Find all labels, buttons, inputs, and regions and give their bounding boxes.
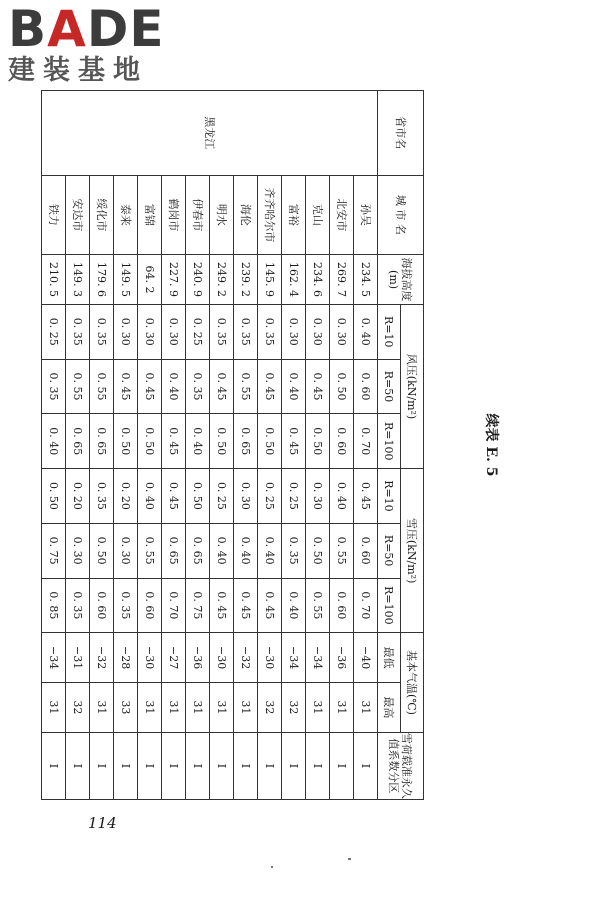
header-temp-min: 最低	[378, 633, 401, 683]
altitude-cell: 234. 6	[306, 255, 330, 305]
snow-zone-cell: Ⅰ	[42, 732, 66, 799]
wind-r10-cell: 0. 35	[234, 304, 258, 359]
altitude-cell: 269. 7	[330, 255, 354, 305]
temp-max-cell: 31	[210, 682, 234, 732]
snow-r50-cell: 0. 65	[186, 523, 210, 578]
temp-min-cell: −34	[282, 633, 306, 683]
snow-r50-cell: 0. 50	[90, 523, 114, 578]
snow-r100-cell: 0. 70	[354, 578, 378, 633]
header-wind-pressure: 风压(kN/m²)	[401, 304, 424, 468]
snow-zone-cell: Ⅰ	[162, 732, 186, 799]
snow-r50-cell: 0. 30	[114, 523, 138, 578]
temp-max-cell: 32	[282, 682, 306, 732]
altitude-cell: 64. 2	[138, 255, 162, 305]
header-snow-r50: R=50	[378, 523, 401, 578]
table-row	[234, 91, 258, 800]
altitude-cell: 149. 3	[66, 255, 90, 305]
snow-r10-cell: 0. 50	[186, 469, 210, 524]
snow-zone-cell: Ⅰ	[66, 732, 90, 799]
snow-zone-cell: Ⅰ	[210, 732, 234, 799]
wind-r50-cell: 0. 35	[42, 359, 66, 414]
snow-r100-cell: 0. 35	[66, 578, 90, 633]
temp-min-cell: −31	[66, 633, 90, 683]
city-cell: 孙吴	[354, 175, 378, 255]
snow-r100-cell: 0. 60	[90, 578, 114, 633]
wind-r100-cell: 0. 45	[282, 414, 306, 469]
temp-max-cell: 32	[66, 682, 90, 732]
wind-r10-cell: 0. 35	[66, 304, 90, 359]
temp-max-cell: 33	[114, 682, 138, 732]
snow-r50-cell: 0. 60	[354, 523, 378, 578]
snow-r50-cell: 0. 40	[234, 523, 258, 578]
wind-r100-cell: 0. 65	[90, 414, 114, 469]
header-temp-max: 最高	[378, 682, 401, 732]
snow-zone-cell: Ⅰ	[330, 732, 354, 799]
city-cell: 齐齐哈尔市	[258, 175, 282, 255]
snow-r50-cell: 0. 40	[210, 523, 234, 578]
snow-zone-cell: Ⅰ	[234, 732, 258, 799]
header-wind-r100: R=100	[378, 414, 401, 469]
city-cell: 明水	[210, 175, 234, 255]
wind-r50-cell: 0. 35	[186, 359, 210, 414]
temp-max-cell: 31	[186, 682, 210, 732]
table-row	[354, 91, 378, 800]
snow-r10-cell: 0. 30	[306, 469, 330, 524]
temp-min-cell: −27	[162, 633, 186, 683]
snow-r50-cell: 0. 65	[162, 523, 186, 578]
temp-min-cell: −28	[114, 633, 138, 683]
header-snow-r100: R=100	[378, 578, 401, 633]
header-snow-r10: R=10	[378, 469, 401, 524]
snow-r10-cell: 0. 25	[282, 469, 306, 524]
snow-zone-cell: Ⅰ	[138, 732, 162, 799]
wind-r10-cell: 0. 30	[138, 304, 162, 359]
snow-r100-cell: 0. 40	[282, 578, 306, 633]
temp-min-cell: −36	[186, 633, 210, 683]
altitude-cell: 179. 6	[90, 255, 114, 305]
wind-r50-cell: 0. 45	[138, 359, 162, 414]
table-row	[114, 91, 138, 800]
wind-r50-cell: 0. 55	[234, 359, 258, 414]
wind-r10-cell: 0. 35	[90, 304, 114, 359]
city-cell: 安达市	[66, 175, 90, 255]
table-row	[210, 91, 234, 800]
table-row	[42, 91, 66, 800]
wind-r100-cell: 0. 45	[162, 414, 186, 469]
temp-max-cell: 31	[330, 682, 354, 732]
temp-max-cell: 32	[258, 682, 282, 732]
table-caption: 续表 E. 5	[483, 413, 499, 477]
temp-min-cell: −34	[306, 633, 330, 683]
temp-max-cell: 31	[306, 682, 330, 732]
temp-max-cell: 31	[138, 682, 162, 732]
snow-r10-cell: 0. 25	[210, 469, 234, 524]
snow-r10-cell: 0. 45	[162, 469, 186, 524]
temp-max-cell: 31	[162, 682, 186, 732]
table-row	[330, 91, 354, 800]
table-row	[306, 91, 330, 800]
snow-r10-cell: 0. 25	[258, 469, 282, 524]
wind-r10-cell: 0. 35	[258, 304, 282, 359]
scan-speck	[271, 866, 273, 868]
table-page	[47, 90, 504, 800]
city-cell: 泰来	[114, 175, 138, 255]
wind-r100-cell: 0. 60	[330, 414, 354, 469]
wind-r50-cell: 0. 40	[282, 359, 306, 414]
header-province: 省市名	[378, 91, 424, 176]
logo-mark: BADE	[8, 0, 165, 58]
wind-r50-cell: 0. 45	[258, 359, 282, 414]
temp-min-cell: −32	[90, 633, 114, 683]
altitude-cell: 210. 5	[42, 255, 66, 305]
page-number: 114	[88, 814, 117, 832]
snow-r100-cell: 0. 45	[234, 578, 258, 633]
snow-r100-cell: 0. 75	[186, 578, 210, 633]
temp-min-cell: −32	[234, 633, 258, 683]
header-snow-zone: 雪荷载准永久值系数分区	[378, 732, 424, 799]
snow-zone-cell: Ⅰ	[90, 732, 114, 799]
snow-r50-cell: 0. 40	[258, 523, 282, 578]
snow-zone-cell: Ⅰ	[186, 732, 210, 799]
snow-r10-cell: 0. 20	[66, 469, 90, 524]
city-cell: 鹤岗市	[162, 175, 186, 255]
wind-r100-cell: 0. 50	[114, 414, 138, 469]
wind-r10-cell: 0. 35	[210, 304, 234, 359]
climate-load-table	[41, 90, 424, 800]
snow-r100-cell: 0. 70	[162, 578, 186, 633]
snow-r10-cell: 0. 40	[330, 469, 354, 524]
wind-r10-cell: 0. 30	[114, 304, 138, 359]
wind-r100-cell: 0. 65	[66, 414, 90, 469]
wind-r50-cell: 0. 40	[162, 359, 186, 414]
snow-r10-cell: 0. 45	[354, 469, 378, 524]
header-altitude: 海拔高度(m)	[378, 255, 424, 305]
altitude-cell: 162. 4	[282, 255, 306, 305]
wind-r100-cell: 0. 70	[354, 414, 378, 469]
wind-r10-cell: 0. 30	[282, 304, 306, 359]
city-cell: 绥化市	[90, 175, 114, 255]
wind-r100-cell: 0. 50	[210, 414, 234, 469]
snow-r10-cell: 0. 30	[234, 469, 258, 524]
snow-r50-cell: 0. 55	[138, 523, 162, 578]
table-body	[42, 91, 378, 800]
snow-r50-cell: 0. 35	[282, 523, 306, 578]
temp-min-cell: −30	[210, 633, 234, 683]
snow-r100-cell: 0. 85	[42, 578, 66, 633]
scan-speck	[348, 858, 351, 860]
logo-subtitle: 建装基地	[8, 55, 148, 86]
table-row	[90, 91, 114, 800]
altitude-cell: 145. 9	[258, 255, 282, 305]
snow-r10-cell: 0. 40	[138, 469, 162, 524]
table-row	[162, 91, 186, 800]
snow-zone-cell: Ⅰ	[282, 732, 306, 799]
city-cell: 克山	[306, 175, 330, 255]
wind-r10-cell: 0. 25	[42, 304, 66, 359]
temp-min-cell: −30	[138, 633, 162, 683]
wind-r50-cell: 0. 45	[114, 359, 138, 414]
wind-r100-cell: 0. 40	[42, 414, 66, 469]
temp-max-cell: 31	[234, 682, 258, 732]
wind-r10-cell: 0. 30	[162, 304, 186, 359]
city-cell: 北安市	[330, 175, 354, 255]
header-wind-r50: R=50	[378, 359, 401, 414]
snow-r100-cell: 0. 60	[330, 578, 354, 633]
wind-r100-cell: 0. 50	[138, 414, 162, 469]
temp-min-cell: −40	[354, 633, 378, 683]
snow-r10-cell: 0. 35	[90, 469, 114, 524]
snow-r50-cell: 0. 50	[306, 523, 330, 578]
altitude-cell: 239. 2	[234, 255, 258, 305]
city-cell: 富裕	[282, 175, 306, 255]
wind-r10-cell: 0. 30	[306, 304, 330, 359]
wind-r10-cell: 0. 30	[330, 304, 354, 359]
snow-r50-cell: 0. 30	[66, 523, 90, 578]
table-row	[66, 91, 90, 800]
snow-zone-cell: Ⅰ	[258, 732, 282, 799]
wind-r50-cell: 0. 55	[66, 359, 90, 414]
wind-r100-cell: 0. 40	[186, 414, 210, 469]
wind-r10-cell: 0. 25	[186, 304, 210, 359]
snow-r10-cell: 0. 50	[42, 469, 66, 524]
snow-r100-cell: 0. 45	[210, 578, 234, 633]
temp-min-cell: −34	[42, 633, 66, 683]
wind-r50-cell: 0. 60	[354, 359, 378, 414]
rotated-table-area	[47, 90, 504, 800]
wind-r50-cell: 0. 45	[306, 359, 330, 414]
altitude-cell: 249. 2	[210, 255, 234, 305]
wind-r100-cell: 0. 65	[234, 414, 258, 469]
temp-min-cell: −30	[258, 633, 282, 683]
table-row	[186, 91, 210, 800]
snow-r10-cell: 0. 20	[114, 469, 138, 524]
snow-r100-cell: 0. 45	[258, 578, 282, 633]
city-cell: 海伦	[234, 175, 258, 255]
header-wind-r10: R=10	[378, 304, 401, 359]
wind-r50-cell: 0. 50	[330, 359, 354, 414]
altitude-cell: 234. 5	[354, 255, 378, 305]
altitude-cell: 240. 9	[186, 255, 210, 305]
header-snow-pressure: 雪压(kN/m²)	[401, 469, 424, 633]
snow-r50-cell: 0. 55	[330, 523, 354, 578]
city-cell: 铁力	[42, 175, 66, 255]
altitude-cell: 149. 5	[114, 255, 138, 305]
header-base-temperature: 基本气温(℃)	[401, 633, 424, 733]
wind-r50-cell: 0. 45	[210, 359, 234, 414]
bade-logo	[8, 0, 178, 90]
wind-r10-cell: 0. 40	[354, 304, 378, 359]
snow-r100-cell: 0. 60	[138, 578, 162, 633]
wind-r100-cell: 0. 50	[258, 414, 282, 469]
table-row	[282, 91, 306, 800]
temp-max-cell: 31	[354, 682, 378, 732]
header-city: 城 市 名	[378, 175, 424, 255]
snow-zone-cell: Ⅰ	[354, 732, 378, 799]
altitude-cell: 227. 9	[162, 255, 186, 305]
snow-r100-cell: 0. 35	[114, 578, 138, 633]
wind-r50-cell: 0. 55	[90, 359, 114, 414]
table-row	[138, 91, 162, 800]
snow-r50-cell: 0. 75	[42, 523, 66, 578]
wind-r100-cell: 0. 50	[306, 414, 330, 469]
city-cell: 富锦	[138, 175, 162, 255]
snow-zone-cell: Ⅰ	[306, 732, 330, 799]
snow-r100-cell: 0. 55	[306, 578, 330, 633]
snow-zone-cell: Ⅰ	[114, 732, 138, 799]
temp-min-cell: −36	[330, 633, 354, 683]
temp-max-cell: 31	[90, 682, 114, 732]
city-cell: 伊春市	[186, 175, 210, 255]
temp-max-cell: 31	[42, 682, 66, 732]
table-row	[258, 91, 282, 800]
province-cell: 黑龙江	[42, 91, 378, 176]
